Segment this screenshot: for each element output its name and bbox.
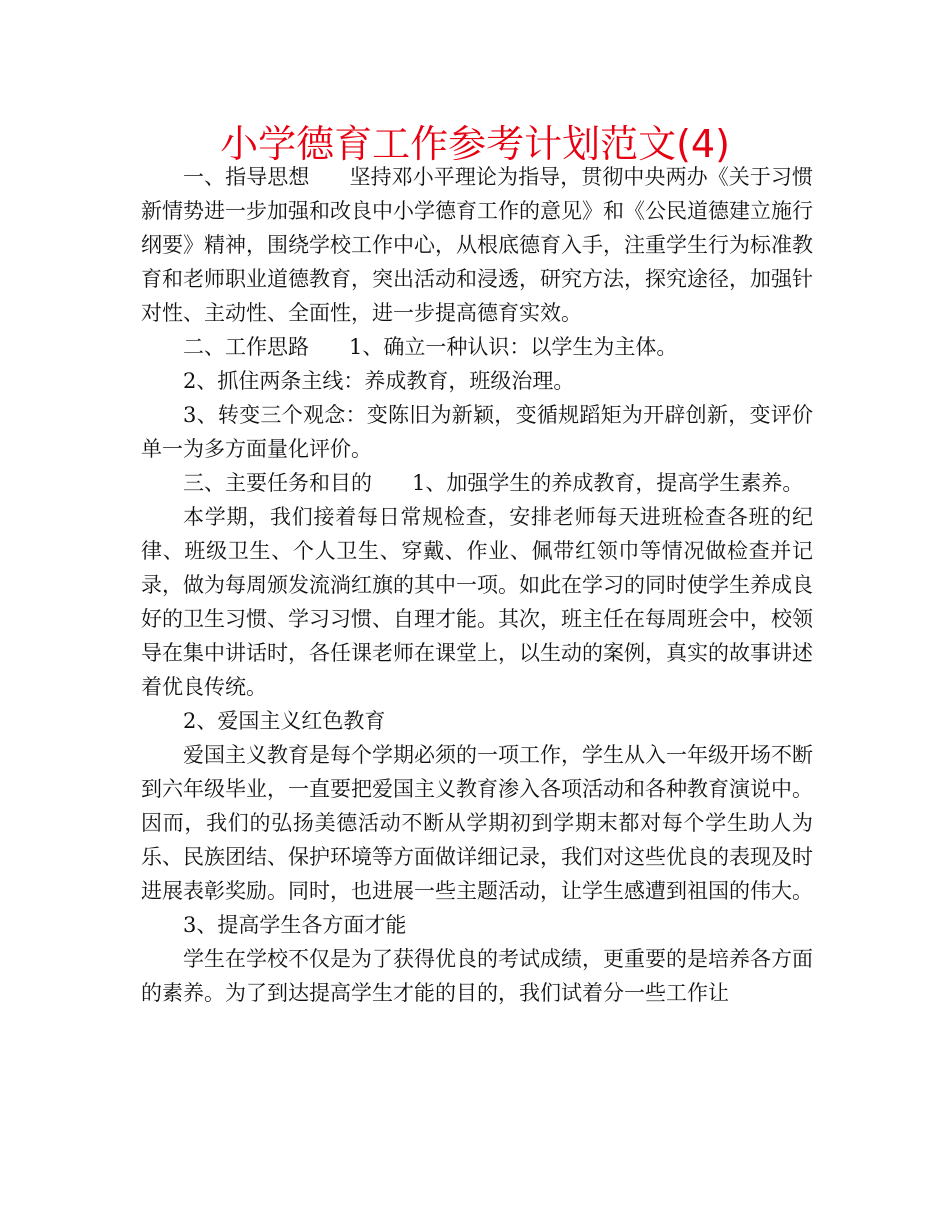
- paragraph-text: 1、确立一种认识：以学生为主体。: [349, 335, 678, 359]
- paragraph-abilities-heading: 3、提高学生各方面才能: [183, 913, 407, 937]
- paragraph-two-main-lines: 2、抓住两条主线：养成教育，班级治理。: [183, 369, 575, 393]
- paragraph-text: 坚持邓小平理论为指导，贯彻中央两办《关于习惯新情势进一步加强和改良中小学德育工作的意见》和《公民道德建立施行纲要》精神，围绕学校工作中心，从根底德育入手，注重学生行为标准教育和老师职业道德教育，突出活动和浸透，研究方法，探究途径，加强针对性、主动性、全面性，进一步提高德育实效。: [141, 165, 814, 325]
- section-heading: 二、工作思路: [183, 335, 309, 359]
- paragraph-routine-checks: 本学期，我们接着每日常规检查，安排老师每天进班检查各班的纪律、班级卫生、个人卫生、穿戴、作业、佩带红领巾等情况做检查并记录，做为每周颁发流淌红旗的其中一项。如此在学习的同时使学生养成良好的卫生习惯、学习习惯、自理才能。其次，班主任在每周班会中，校领导在集中讲话时，各任课老师在课堂上，以生动的案例，真实的故事讲述着优良传统。: [141, 505, 813, 699]
- paragraph-main-tasks: [141, 466, 813, 500]
- paragraph-patriotic-education: 爱国主义教育是每个学期必须的一项工作，学生从入一年级开场不断到六年级毕业，一直要把爱国主义教育渗入各项活动和各种教育演说中。因而，我们的弘扬美德活动不断从学期初到学期末都对每个学生助人为乐、民族团结、保护环境等方面做详细记录，我们对这些优良的表现及时进展表彰奖励。同时，也进展一些主题活动，让学生感遭到祖国的伟大。: [141, 743, 813, 903]
- section-heading: 一、指导思想: [183, 165, 310, 189]
- paragraph-work-approach: [141, 330, 813, 364]
- section-heading: 三、主要任务和目的: [183, 471, 372, 495]
- document-title: 小学德育工作参考计划范文(4): [220, 122, 730, 166]
- document-body: [141, 160, 813, 1010]
- paragraph-student-abilities: 学生在学校不仅是为了获得优良的考试成绩，更重要的是培养各方面的素养。为了到达提高学生才能的目的，我们试着分一些工作让: [141, 947, 813, 1005]
- paragraph-text: 1、加强学生的养成教育，提高学生素养。: [412, 471, 804, 495]
- paragraph-three-concepts: 3、转变三个观念：变陈旧为新颖，变循规蹈矩为开辟创新，变评价单一为多方面量化评价。: [141, 403, 813, 461]
- paragraph-guiding-ideology: [141, 160, 813, 330]
- paragraph-patriotic-heading: 2、爱国主义红色教育: [183, 709, 386, 733]
